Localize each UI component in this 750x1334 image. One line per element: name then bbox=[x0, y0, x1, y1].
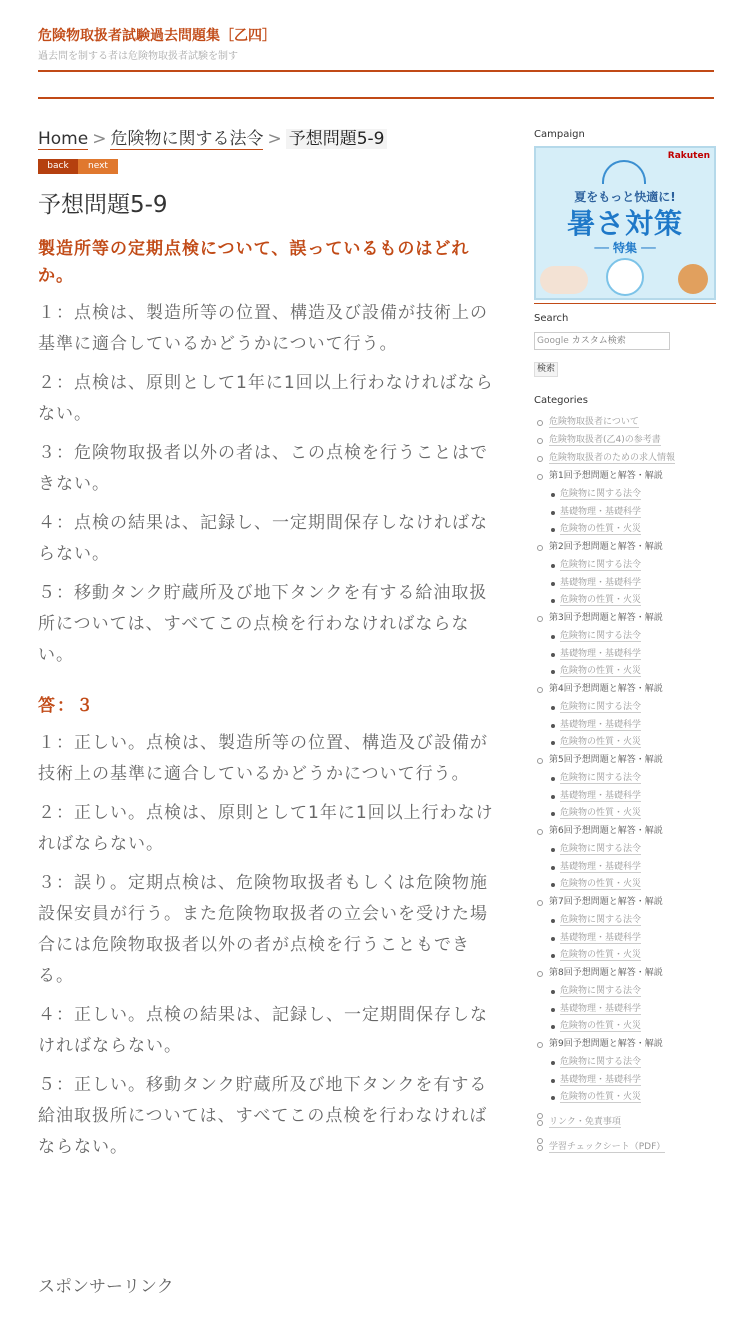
banner-headline: 暑さ対策 bbox=[566, 207, 683, 240]
nav-divider bbox=[38, 97, 714, 99]
list-item bbox=[549, 521, 716, 538]
list-item bbox=[534, 894, 716, 964]
breadcrumb-category-link[interactable]: 危険物に関する法令 bbox=[110, 129, 264, 149]
pillow-image bbox=[540, 266, 588, 294]
search-title: Search bbox=[534, 313, 569, 324]
subcategory-link[interactable]: 危険物に関する法令 bbox=[560, 631, 642, 641]
round-label: 第3回予想問題と解答・解説 bbox=[549, 613, 663, 623]
subcategory-link[interactable]: 危険物の性質・火災 bbox=[560, 666, 642, 676]
search-button[interactable]: 検索 bbox=[534, 362, 558, 377]
subcategory-link[interactable]: 危険物の性質・火災 bbox=[560, 808, 642, 818]
sidebar bbox=[534, 128, 716, 1157]
search-placeholder: カスタム検索 bbox=[571, 336, 626, 346]
subcategory-link[interactable]: 基礎物理・基礎科学 bbox=[560, 577, 642, 588]
list-item bbox=[534, 450, 716, 467]
round-label: 第7回予想問題と解答・解説 bbox=[549, 897, 663, 907]
subcategory-link[interactable]: 危険物に関する法令 bbox=[560, 844, 642, 854]
choice-item: １：点検は、製造所等の位置、構造及び設備が技術上の基準に適合しているかどうかについて行う。 bbox=[38, 303, 488, 354]
list-item bbox=[549, 876, 716, 893]
list-item bbox=[549, 486, 716, 503]
list-item bbox=[534, 432, 716, 449]
list-item bbox=[549, 699, 716, 716]
category-link[interactable]: 危険物取扱者について bbox=[549, 417, 639, 427]
list-item bbox=[549, 504, 716, 521]
subcategory-link[interactable]: 危険物の性質・火災 bbox=[560, 737, 642, 747]
spacer bbox=[534, 1107, 716, 1114]
category-link[interactable]: 危険物取扱者(乙4)の参考書 bbox=[549, 435, 661, 445]
subcategory-link[interactable]: 危険物に関する法令 bbox=[560, 986, 642, 996]
round-label: 第6回予想問題と解答・解説 bbox=[549, 826, 663, 836]
subcategory-link[interactable]: 危険物に関する法令 bbox=[560, 560, 642, 570]
subcategory-link[interactable]: 危険物の性質・火災 bbox=[560, 1092, 642, 1102]
subcategory-link[interactable]: 基礎物理・基礎科学 bbox=[560, 648, 642, 659]
list-item bbox=[549, 628, 716, 645]
widget-divider bbox=[534, 303, 716, 304]
subcategory-link[interactable]: 基礎物理・基礎科学 bbox=[560, 719, 642, 730]
list-item bbox=[549, 575, 716, 592]
list-item bbox=[549, 592, 716, 609]
categories-widget bbox=[534, 394, 716, 1156]
list-item bbox=[549, 646, 716, 663]
subcategory-link[interactable]: 基礎物理・基礎科学 bbox=[560, 932, 642, 943]
explanation-item: ５：正しい。移動タンク貯蔵所及び地下タンクを有する給油取扱所については、すべてこの点検を行わなければならない。 bbox=[38, 1075, 488, 1157]
explanation-item: ３：誤り。定期点検は、危険物取扱者もしくは危険物施設保安員が行う。また危険物取扱者の立会いを受けた場合には危険物取扱者以外の者が点検を行うこともできる。 bbox=[38, 873, 488, 986]
subcategory-link[interactable]: 危険物の性質・火災 bbox=[560, 879, 642, 889]
subcategory-link[interactable]: 危険物の性質・火災 bbox=[560, 950, 642, 960]
site-title[interactable]: 危険物取扱者試験過去問題集［乙四］ bbox=[38, 28, 276, 44]
banner-subtext: ── 特集 ── bbox=[594, 241, 656, 255]
breadcrumb-separator: > bbox=[92, 129, 107, 149]
sponsor-label: スポンサーリンク bbox=[38, 1277, 174, 1297]
breadcrumb-separator: > bbox=[267, 129, 282, 149]
list-item bbox=[549, 557, 716, 574]
subcategory-link[interactable]: 基礎物理・基礎科学 bbox=[560, 790, 642, 801]
list-item bbox=[549, 734, 716, 751]
category-link[interactable]: 危険物取扱者のための求人情報 bbox=[549, 453, 676, 463]
explanation-item: ２：正しい。点検は、原則として1年に1回以上行わなければならない。 bbox=[38, 803, 494, 854]
round-label: 第5回予想問題と解答・解説 bbox=[549, 755, 663, 765]
explanation-item: １：正しい。点検は、製造所等の位置、構造及び設備が技術上の基準に適合しているかどうかについて行う。 bbox=[38, 733, 488, 784]
list-item bbox=[549, 983, 716, 1000]
list-item bbox=[549, 1054, 716, 1071]
round-label: 第1回予想問題と解答・解説 bbox=[549, 471, 663, 481]
spacer bbox=[534, 1132, 716, 1139]
subcategory-link[interactable]: 危険物に関する法令 bbox=[560, 1057, 642, 1067]
list-item bbox=[534, 414, 716, 431]
list-item bbox=[534, 823, 716, 893]
categories-title: Categories bbox=[534, 395, 588, 406]
back-button[interactable]: back bbox=[38, 159, 78, 174]
subcategory-link[interactable]: 基礎物理・基礎科学 bbox=[560, 1074, 642, 1085]
subcategory-link[interactable]: 危険物に関する法令 bbox=[560, 702, 642, 712]
subcategory-link[interactable]: 危険物の性質・火災 bbox=[560, 524, 642, 534]
list-item bbox=[549, 1072, 716, 1089]
round-label: 第8回予想問題と解答・解説 bbox=[549, 968, 663, 978]
answer-heading: 答：３ bbox=[38, 696, 95, 716]
breadcrumb bbox=[38, 126, 498, 152]
campaign-banner[interactable] bbox=[534, 146, 716, 300]
list-item bbox=[549, 1089, 716, 1106]
list-item bbox=[549, 663, 716, 680]
subcategory-link[interactable]: 基礎物理・基礎科学 bbox=[560, 1003, 642, 1014]
round-label: 第2回予想問題と解答・解説 bbox=[549, 542, 663, 552]
list-item bbox=[534, 1036, 716, 1106]
search-input[interactable] bbox=[534, 332, 670, 350]
subcategory-link[interactable]: 危険物に関する法令 bbox=[560, 773, 642, 783]
list-item bbox=[549, 859, 716, 876]
google-logo: Google bbox=[537, 336, 569, 346]
subcategory-link[interactable]: 危険物に関する法令 bbox=[560, 915, 642, 925]
list-item bbox=[534, 752, 716, 822]
list-item bbox=[534, 1139, 716, 1156]
list-item bbox=[549, 947, 716, 964]
question-text: 製造所等の定期点検について、誤っているものはどれか。 bbox=[38, 239, 470, 286]
list-item bbox=[549, 1001, 716, 1018]
subcategory-link[interactable]: 危険物の性質・火災 bbox=[560, 595, 642, 605]
next-button[interactable]: next bbox=[78, 159, 118, 174]
list-item bbox=[549, 788, 716, 805]
list-item bbox=[549, 912, 716, 929]
list-item bbox=[534, 1114, 716, 1131]
choice-item: ２：点検は、原則として1年に1回以上行わなければならない。 bbox=[38, 373, 494, 424]
list-item bbox=[549, 1018, 716, 1035]
sun-icon bbox=[602, 160, 646, 184]
choice-item: ３：危険物取扱者以外の者は、この点検を行うことはできない。 bbox=[38, 443, 488, 494]
list-item bbox=[534, 539, 716, 609]
subcategory-link[interactable]: 基礎物理・基礎科学 bbox=[560, 506, 642, 517]
list-item bbox=[549, 717, 716, 734]
header-divider bbox=[38, 70, 714, 72]
dog-image bbox=[678, 264, 708, 294]
site-description: 過去問を制する者は危険物取扱者試験を制す bbox=[38, 51, 238, 62]
breadcrumb-home-link[interactable]: Home bbox=[38, 129, 89, 149]
links-disclaimer-link[interactable]: リンク・免責事項 bbox=[549, 1117, 621, 1127]
list-item bbox=[534, 610, 716, 680]
page-title: 予想問題5-9 bbox=[38, 192, 168, 218]
choice-item: ５：移動タンク貯蔵所及び地下タンクを有する給油取扱所については、すべてこの点検を行わなければならない。 bbox=[38, 583, 488, 665]
bear-icon bbox=[606, 258, 644, 296]
subcategory-link[interactable]: 基礎物理・基礎科学 bbox=[560, 861, 642, 872]
site-header bbox=[38, 26, 714, 63]
list-item bbox=[549, 770, 716, 787]
category-list bbox=[534, 414, 716, 1156]
banner-text: 夏をもっと快適に! bbox=[574, 190, 676, 204]
main-content bbox=[38, 126, 498, 1163]
round-label: 第9回予想問題と解答・解説 bbox=[549, 1039, 663, 1049]
list-item bbox=[534, 681, 716, 751]
breadcrumb-current: 予想問題5-9 bbox=[286, 129, 388, 149]
search-widget bbox=[534, 312, 716, 377]
rakuten-logo: Rakuten bbox=[667, 151, 710, 161]
checksheet-pdf-link[interactable]: 学習チェックシート（PDF） bbox=[549, 1142, 666, 1152]
list-item bbox=[549, 841, 716, 858]
explanation-item: ４：正しい。点検の結果は、記録し、一定期間保存しなければならない。 bbox=[38, 1005, 488, 1056]
subcategory-link[interactable]: 危険物に関する法令 bbox=[560, 489, 642, 499]
campaign-title: Campaign bbox=[534, 129, 585, 140]
list-item bbox=[534, 468, 716, 538]
list-item bbox=[549, 805, 716, 822]
list-item bbox=[549, 930, 716, 947]
post-pager bbox=[38, 159, 498, 174]
choice-item: ４：点検の結果は、記録し、一定期間保存しなければならない。 bbox=[38, 513, 488, 564]
round-label: 第4回予想問題と解答・解説 bbox=[549, 684, 663, 694]
list-item bbox=[534, 965, 716, 1035]
subcategory-link[interactable]: 危険物の性質・火災 bbox=[560, 1021, 642, 1031]
